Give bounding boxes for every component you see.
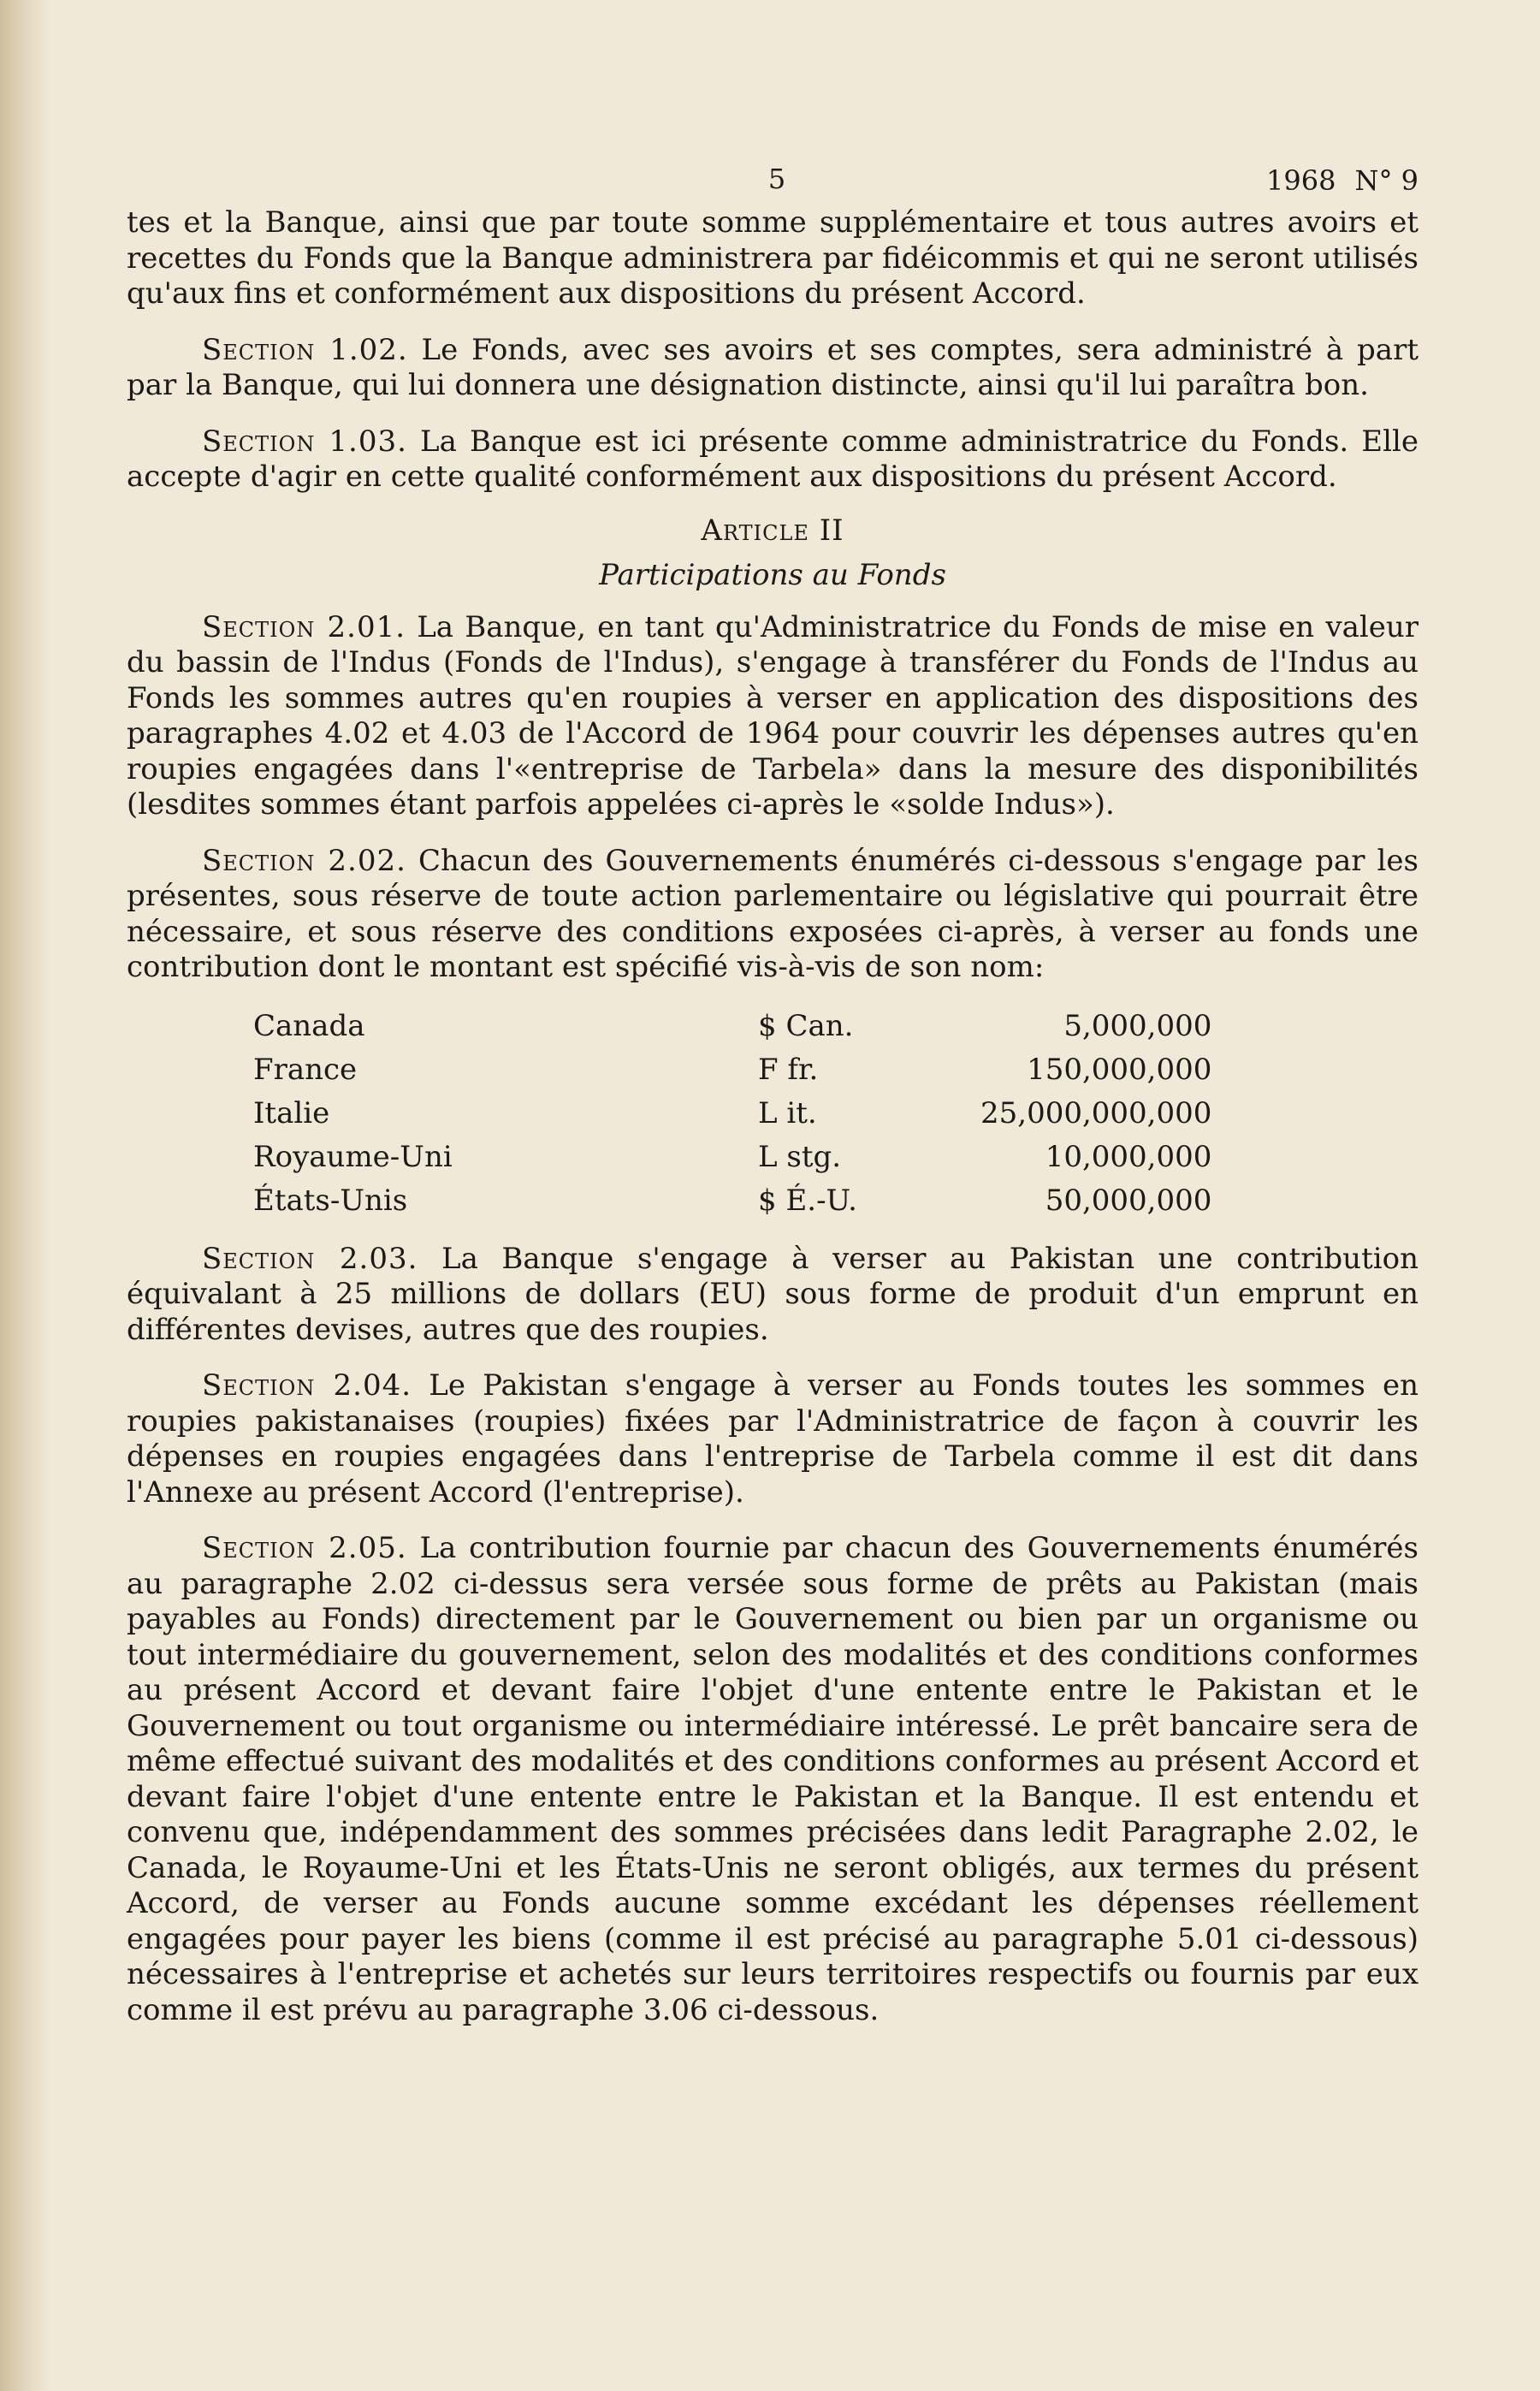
section-label: Section 2.01. [202,609,406,644]
table-row [253,1092,1211,1136]
section-2-05 [127,1531,1419,2028]
section-1-02 [127,333,1419,404]
publication-number: N° 9 [1354,164,1419,197]
section-2-02 [127,844,1419,986]
currency-cell: F fr. [758,1053,819,1087]
section-2-01 [127,610,1419,823]
section-label: Section 1.03. [202,424,407,459]
section-label: Section 2.02. [202,843,406,878]
section-label: Section 2.03. [202,1241,418,1276]
country-cell: Italie [253,1096,330,1130]
publication-reference [1266,164,1419,197]
section-2-03 [127,1242,1419,1349]
page-header [127,154,1419,205]
section-label: Section 2.04. [202,1368,412,1403]
section-text: La contribution fournie par chacun des Gouvernements énumérés au paragraphe 2.02 ci-dessus sera versée sous forme de prêts au Pakistan (mais payables au Fonds) directement par le Gouvernement ou bien par un organisme ou tout intermédiaire du gouvernement, selon des modalités et des conditions conformes au présent Accord et devant faire l'objet d'une entente entre le Pakistan et le Gouvernement ou tout organisme ou intermédiaire intéressé. Le prêt bancaire sera de même effectué suivant des modalités et des conditions conformes au présent Accord et devant faire l'objet d'une entente entre le Pakistan et la Banque. Il est entendu et convenu que, indépendamment des sommes précisées dans ledit Paragraphe 2.02, le Canada, le Royaume-Uni et les États-Unis ne seront obligés, aux termes du présent Accord, de verser au Fonds aucune somme excédant les dépenses réellement engagées pour payer les biens (comme il est précisé au paragraphe 5.01 ci-dessous) nécessaires à l'entreprise et achetés sur leurs territoires respectifs ou fournis par eux comme il est prévu au paragraphe 3.06 ci-dessous. [127,1531,1419,2027]
amount-cell: 150,000,000 [1027,1053,1212,1087]
page-edge-shadow [0,0,51,2391]
section-text: La Banque est ici présente comme administratrice du Fonds. Elle accepte d'agir en cette qualité conformément aux dispositions du présent Accord. [127,424,1419,494]
table-row [253,1179,1211,1223]
section-text: Chacun des Gouvernements énumérés ci-dessous s'engage par les présentes, sous réserve de toute action parlementaire ou législative qui pourrait être nécessaire, et sous réserve des conditions exposées ci-après, à verser au fonds une contribution dont le montant est spécifié vis-à-vis de son nom: [127,843,1419,984]
contributions-table [253,1005,1211,1223]
publication-year: 1968 [1266,164,1336,197]
country-cell: Canada [253,1009,365,1043]
section-text: La Banque, en tant qu'Administratrice du Fonds de mise en valeur du bassin de l'Indus (Fonds de l'Indus), s'engage à transférer du Fonds de l'Indus au Fonds les sommes autres qu'en roupies à verser en application des dispositions des paragraphes 4.02 et 4.03 de l'Accord de 1964 pour couvrir les dépenses autres qu'en roupies engagées dans l'«entreprise de Tarbela» dans la mesure des disponibilités (lesdites sommes étant parfois appelées ci-après le «solde Indus»). [127,609,1419,822]
section-label: Section 1.02. [202,332,408,367]
country-cell: Royaume-Uni [253,1140,453,1174]
currency-cell: $ É.-U. [758,1184,857,1218]
table-row [253,1005,1211,1048]
section-1-03 [127,424,1419,495]
amount-cell: 25,000,000,000 [980,1096,1212,1130]
currency-cell: L stg. [758,1140,842,1174]
country-cell: France [253,1053,358,1087]
amount-cell: 5,000,000 [1063,1009,1212,1043]
section-2-04 [127,1368,1419,1510]
section-label: Section 2.05. [202,1531,407,1565]
section-text: Le Fonds, avec ses avoirs et ses comptes, sera administré à part par la Banque, qui lui donnera une désignation distincte, ainsi qu'il lui paraîtra bon. [127,332,1419,402]
section-text: La Banque s'engage à verser au Pakistan une contribution équivalant à 25 millions de dollars (EU) sous forme de produit d'un emprunt en différentes devises, autres que des roupies. [127,1241,1419,1347]
document-page [127,154,1419,2028]
table-row [253,1136,1211,1179]
table-row [253,1048,1211,1092]
currency-cell: L it. [758,1096,817,1130]
paragraph-intro: tes et la Banque, ainsi que par toute somme supplémentaire et tous autres avoirs et recettes du Fonds que la Banque administrera par fidéicommis et qui ne seront utilisés qu'aux fins et conformément aux dispositions du présent Accord. [127,205,1419,311]
section-text: Le Pakistan s'engage à verser au Fonds toutes les sommes en roupies pakistanaises (roupies) fixées par l'Administratrice de façon à couvrir les dépenses en roupies engagées dans l'entreprise de Tarbela comme il est dit dans l'Annexe au présent Accord (l'entreprise). [127,1368,1419,1510]
currency-cell: $ Can. [758,1009,854,1043]
country-cell: États-Unis [253,1184,408,1218]
amount-cell: 50,000,000 [1045,1184,1212,1218]
page-number: 5 [767,163,786,195]
amount-cell: 10,000,000 [1045,1140,1212,1174]
article-subtitle: Participations au Fonds [599,557,946,592]
article-title: Article II [701,513,844,548]
